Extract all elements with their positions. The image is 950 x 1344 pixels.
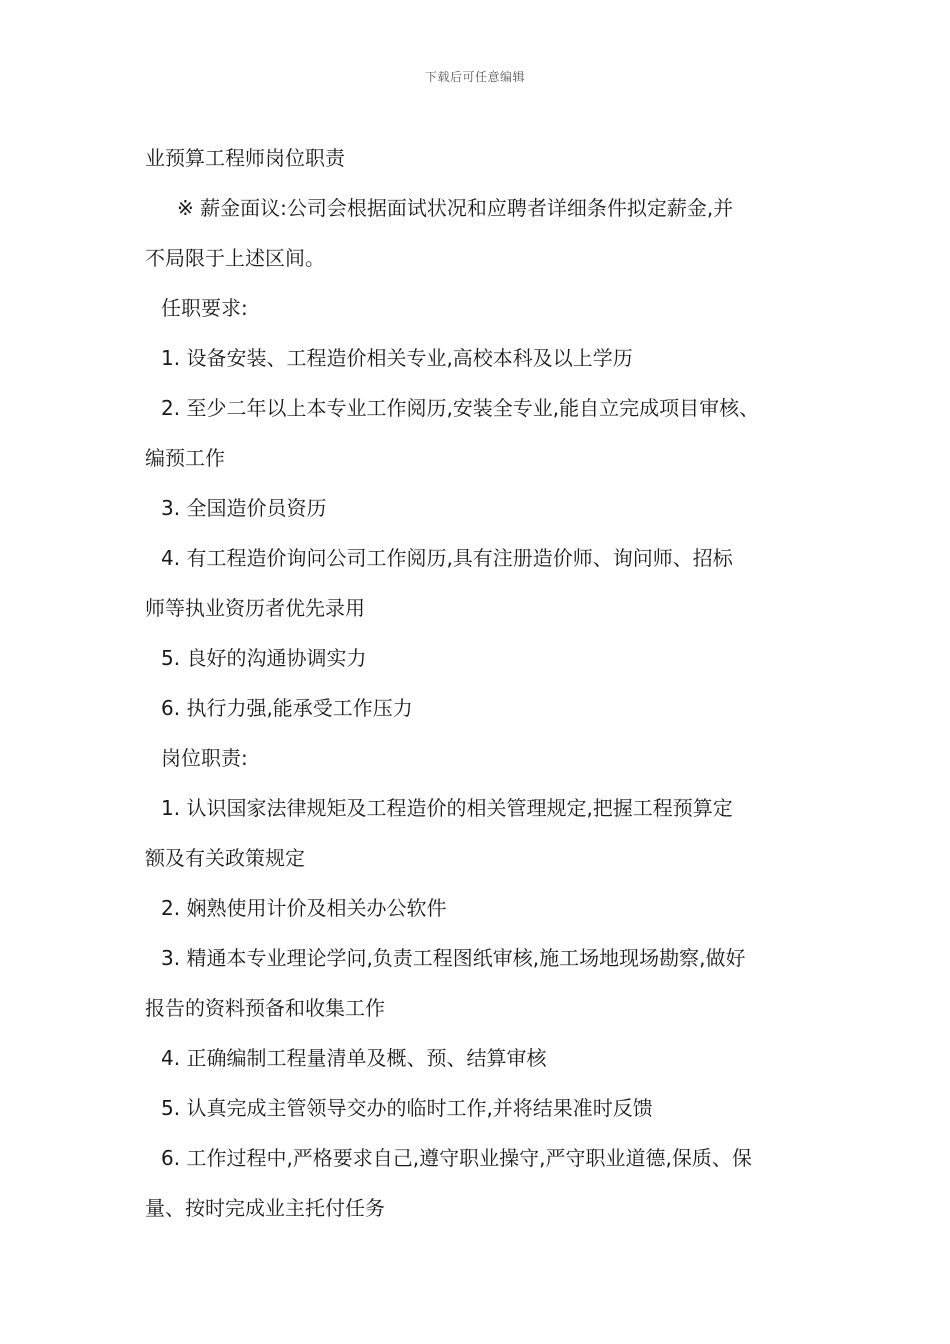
salary-note-line-1: ※ 薪金面议:公司会根据面试状况和应聘者详细条件拟定薪金,并 — [177, 196, 734, 220]
requirement-1: 1. 设备安装、工程造价相关专业,高校本科及以上学历 — [161, 346, 633, 370]
requirement-5: 5. 良好的沟通协调实力 — [161, 646, 367, 670]
document-body — [145, 133, 835, 1233]
duty-1-line-2: 额及有关政策规定 — [145, 846, 305, 870]
requirement-4-line-2: 师等执业资历者优先录用 — [145, 596, 365, 620]
requirement-6: 6. 执行力强,能承受工作压力 — [161, 696, 413, 720]
duties-heading: 岗位职责: — [161, 746, 248, 770]
duty-6-line-2: 量、按时完成业主托付任务 — [145, 1196, 385, 1220]
duty-4: 4. 正确编制工程量清单及概、预、结算审核 — [161, 1046, 547, 1070]
salary-note-line-2: 不局限于上述区间。 — [145, 246, 325, 270]
duty-3-line-1: 3. 精通本专业理论学问,负责工程图纸审核,施工场地现场勘察,做好 — [161, 946, 746, 970]
requirement-2-line-2: 编预工作 — [145, 446, 225, 470]
requirement-3: 3. 全国造价员资历 — [161, 496, 327, 520]
duty-3-line-2: 报告的资料预备和收集工作 — [145, 996, 385, 1020]
requirements-heading: 任职要求: — [161, 296, 248, 320]
duty-5: 5. 认真完成主管领导交办的临时工作,并将结果准时反馈 — [161, 1096, 653, 1120]
duty-1-line-1: 1. 认识国家法律规矩及工程造价的相关管理规定,把握工程预算定 — [161, 796, 733, 820]
duty-2: 2. 娴熟使用计价及相关办公软件 — [161, 896, 447, 920]
requirement-4-line-1: 4. 有工程造价询问公司工作阅历,具有注册造价师、询问师、招标 — [161, 546, 733, 570]
document-title-line: 业预算工程师岗位职责 — [145, 146, 345, 170]
requirement-2-line-1: 2. 至少二年以上本专业工作阅历,安装全专业,能自立完成项目审核、 — [161, 396, 760, 420]
duty-6-line-1: 6. 工作过程中,严格要求自己,遵守职业操守,严守职业道德,保质、保 — [161, 1146, 752, 1170]
page-header: 下载后可任意编辑 — [424, 70, 525, 84]
